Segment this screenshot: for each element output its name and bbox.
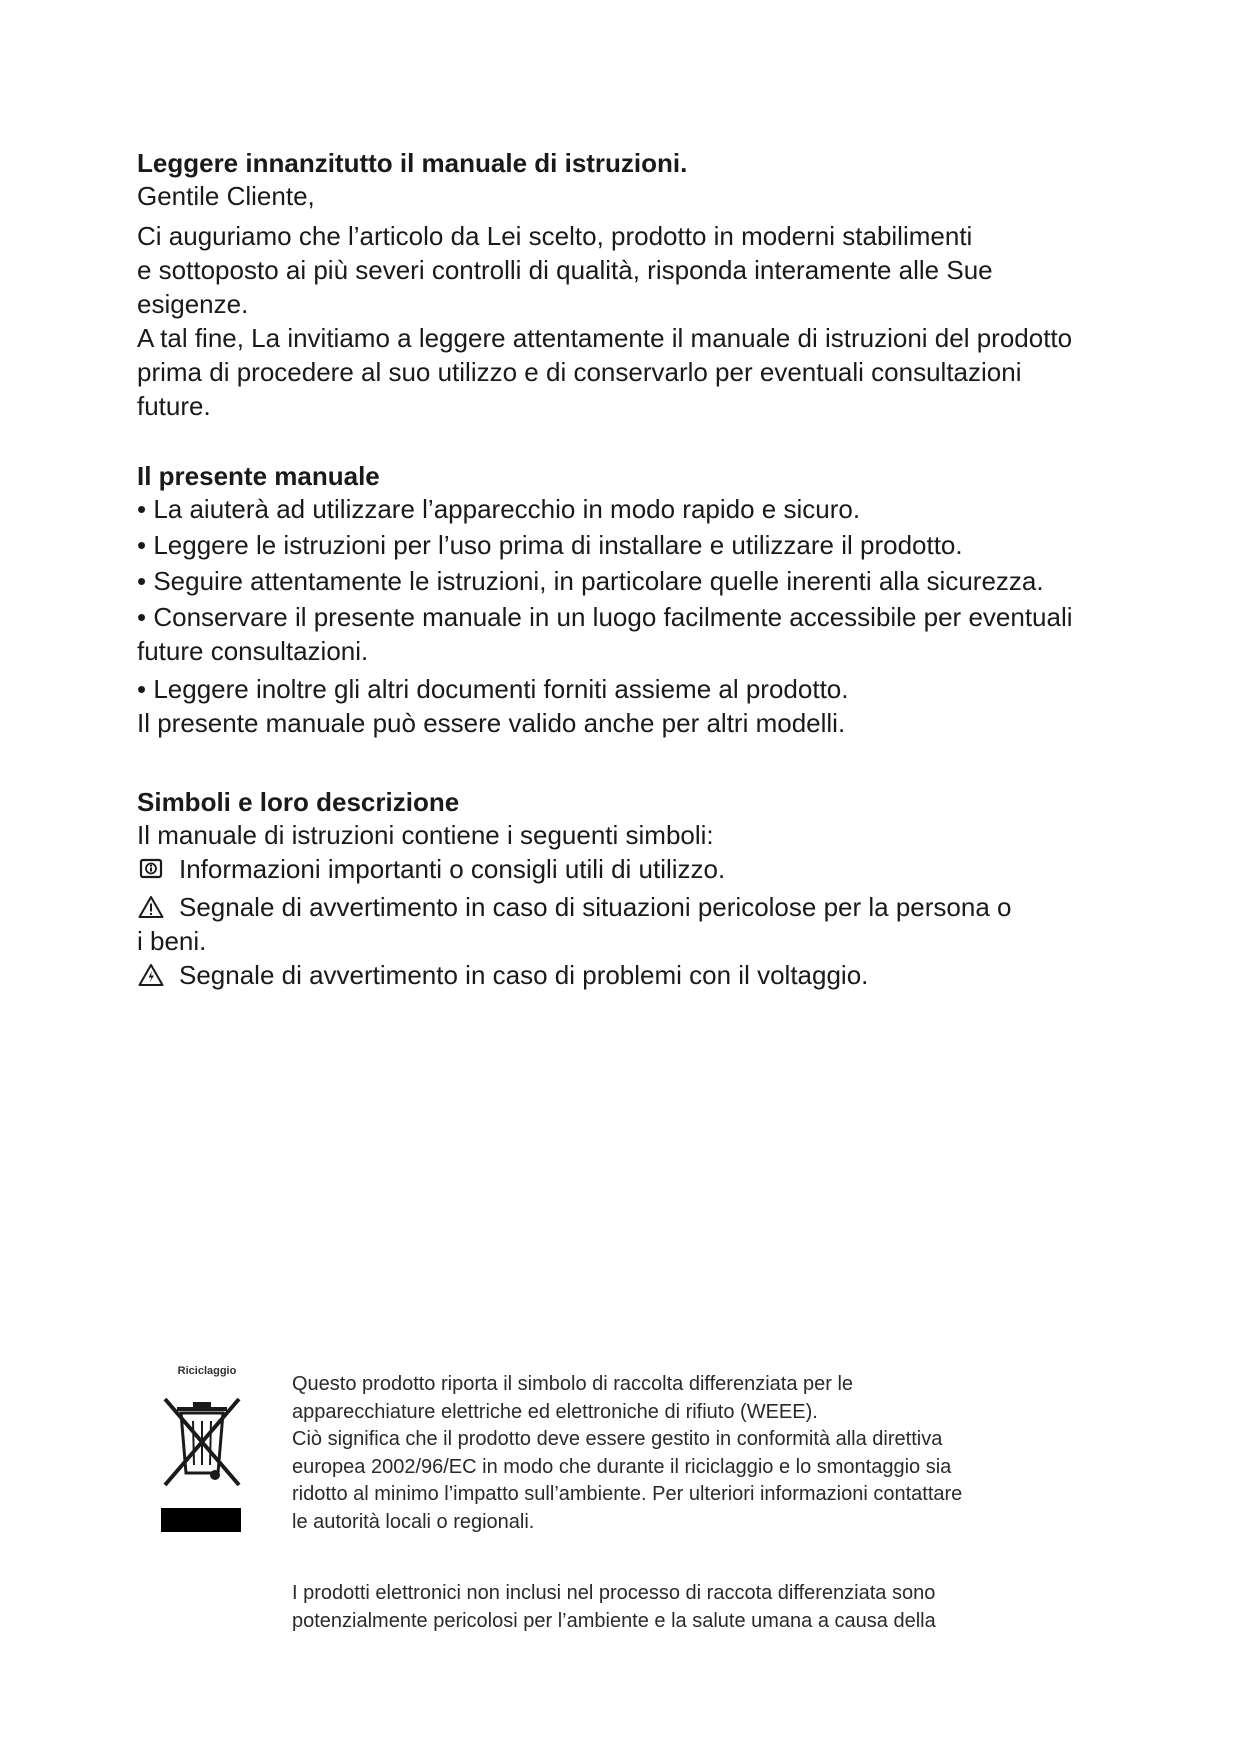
intro-paragraph-line: Ci auguriamo che l’articolo da Lei scelto, prodotto in moderni stabilimenti	[137, 221, 973, 251]
warning-symbol-text: Segnale di avvertimento in caso di situazioni pericolose per la persona o	[179, 892, 1012, 922]
intro-paragraph-line: prima di procedere al suo utilizzo e di conservarlo per eventuali consultazioni	[137, 357, 1022, 387]
weee-underline-bar	[161, 1508, 241, 1532]
recycling-label: Riciclaggio	[177, 1365, 237, 1377]
symbol-row-info	[137, 852, 1117, 886]
recycling-line: potenzialmente pericolosi per l’ambiente e la salute umana a causa della	[292, 1609, 936, 1632]
symbol-row-voltage	[137, 958, 1117, 992]
recycling-line: I prodotti elettronici non inclusi nel processo di raccota differenziata sono	[292, 1582, 936, 1604]
symbols-title: Simboli e loro descrizione	[137, 787, 460, 817]
warning-triangle-icon	[137, 895, 165, 919]
recycling-line: Questo prodotto riporta il simbolo di raccolta differenziata per le	[292, 1373, 854, 1395]
manual-note: Il presente manuale può essere valido anche per altri modelli.	[137, 708, 846, 738]
manual-bullet: • Leggere le istruzioni per l’uso prima di installare e utilizzare il prodotto.	[137, 530, 963, 560]
intro-paragraph-line: future.	[137, 391, 211, 421]
recycling-text	[292, 1371, 1052, 1536]
manual-title: Il presente manuale	[137, 461, 380, 491]
voltage-symbol-text: Segnale di avvertimento in caso di problemi con il voltaggio.	[179, 960, 869, 990]
info-icon	[137, 858, 165, 880]
warning-symbol-text-continuation: i beni.	[137, 926, 207, 956]
symbols-intro: Il manuale di istruzioni contiene i seguenti simboli:	[137, 820, 714, 850]
symbol-row-warning	[137, 890, 1117, 924]
greeting: Gentile Cliente,	[137, 181, 315, 211]
recycling-emblem	[157, 1365, 257, 1532]
recycling-line: ridotto al minimo l’impatto sull’ambiente. Per ulteriori informazioni contattare	[292, 1483, 963, 1505]
recycling-line: le autorità locali o regionali.	[292, 1510, 535, 1533]
manual-section	[137, 460, 1117, 740]
intro-paragraph-line: e sottoposto ai più severi controlli di qualità, risponda interamente alle Sue	[137, 255, 993, 285]
manual-bullet: • La aiuterà ad utilizzare l’apparecchio in modo rapido e sicuro.	[137, 494, 861, 524]
voltage-warning-icon	[137, 963, 165, 987]
manual-bullet: • Leggere inoltre gli altri documenti forniti assieme al prodotto.	[137, 674, 849, 704]
recycling-text-cut	[292, 1580, 1052, 1632]
info-symbol-text: Informazioni importanti o consigli utili di utilizzo.	[179, 854, 726, 884]
recycling-line: europea 2002/96/EC in modo che durante il riciclaggio e lo smontaggio sia	[292, 1455, 952, 1478]
intro-paragraph-line: A tal fine, La invitiamo a leggere attentamente il manuale di istruzioni del prodotto	[137, 323, 1073, 353]
manual-bullet: • Seguire attentamente le istruzioni, in particolare quelle inerenti alla sicurezza.	[137, 566, 1044, 596]
crossed-out-wheelie-bin-icon	[157, 1393, 257, 1494]
intro-title: Leggere innanzitutto il manuale di istruzioni.	[137, 148, 688, 178]
manual-bullet-continuation: future consultazioni.	[137, 636, 369, 666]
manual-bullet: • Conservare il presente manuale in un luogo facilmente accessibile per eventuali	[137, 602, 1073, 632]
recycling-line: apparecchiature elettriche ed elettroniche di rifiuto (WEEE).	[292, 1400, 818, 1423]
intro-section	[137, 147, 1117, 423]
intro-paragraph-line: esigenze.	[137, 289, 249, 319]
recycling-line: Ciò significa che il prodotto deve essere gestito in conformità alla direttiva	[292, 1428, 943, 1450]
symbols-section	[137, 786, 1117, 992]
